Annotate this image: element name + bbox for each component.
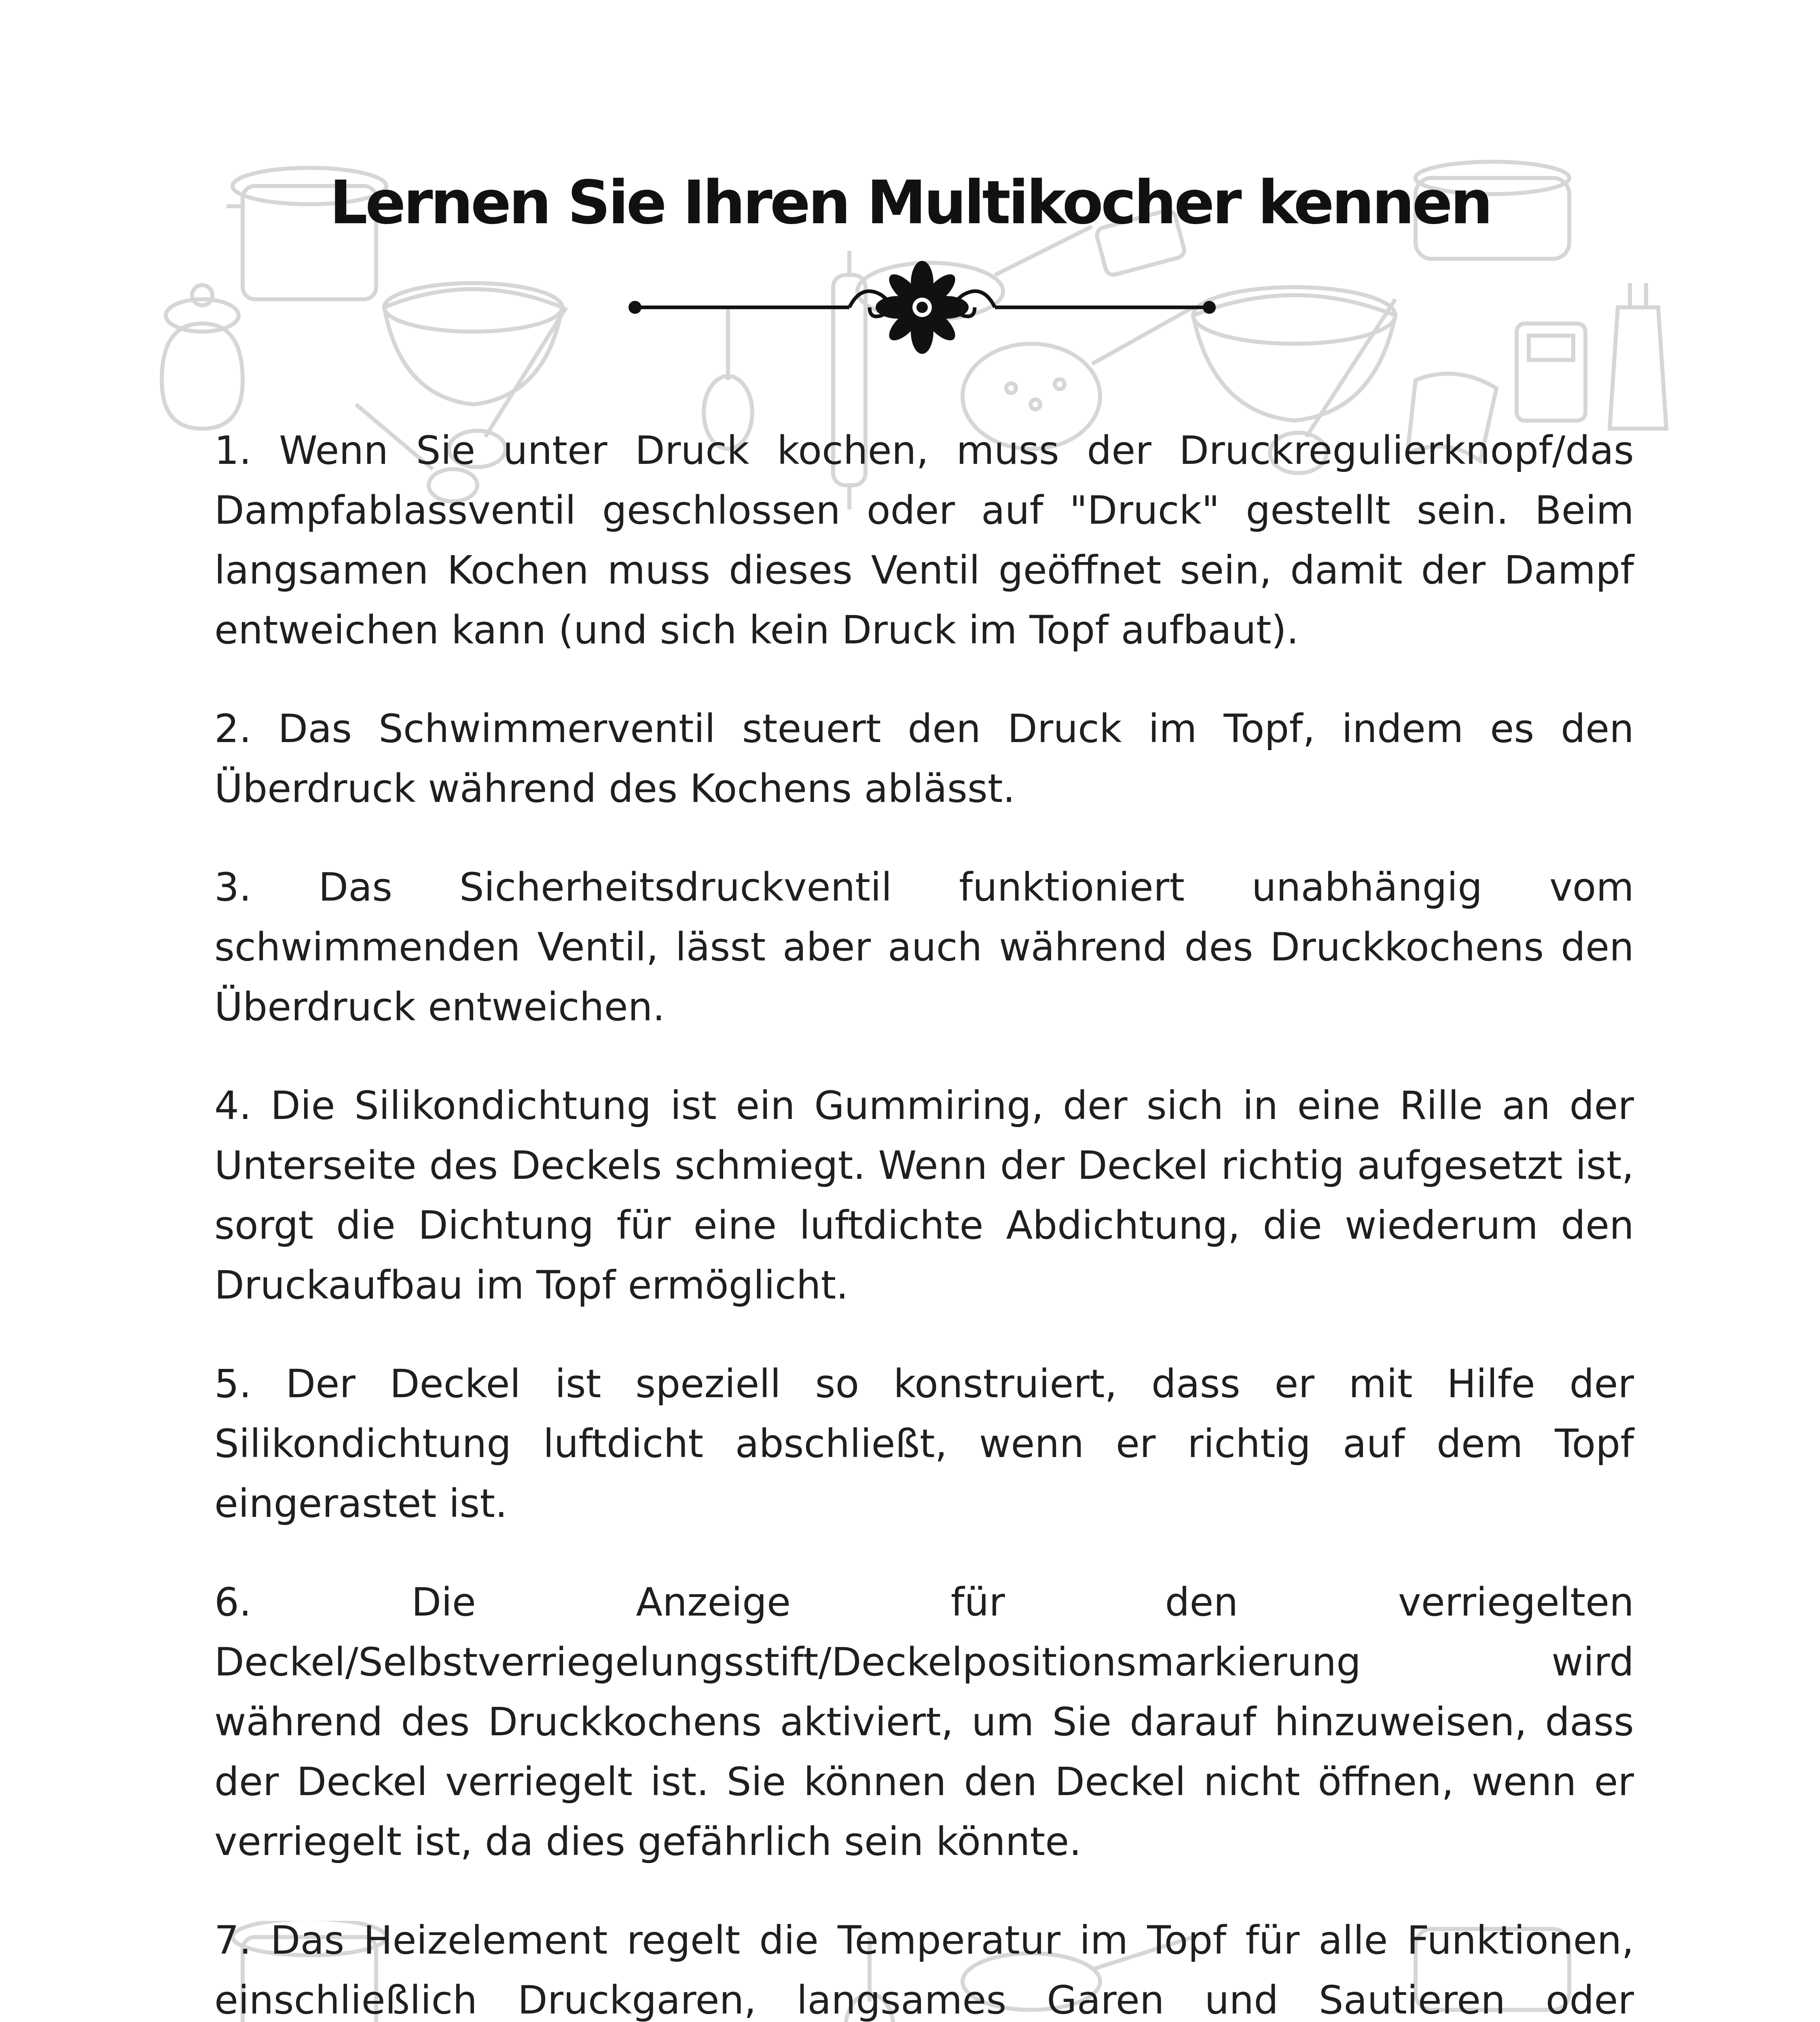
- instruction-paragraph-4: 4. Die Silikondichtung ist ein Gummiring, der sich in eine Rille an der Unterseite des Deckels schmiegt. Wenn der Deckel richtig aufgesetzt ist, sorgt die Dichtung für eine luftdichte Abdichtung, die wiederum den Druckaufbau im Topf ermöglicht.: [214, 1083, 1634, 1308]
- sugar-pot-icon: [162, 285, 243, 429]
- flower-icon: [876, 261, 969, 354]
- flourish-divider: [623, 259, 1221, 356]
- instruction-list: [214, 421, 1634, 2022]
- instruction-paragraph-1: 1. Wenn Sie unter Druck kochen, muss der Druckregulierknopf/das Dampfablassventil geschlossen oder auf "Druck" gestellt sein. Beim langsamen Kochen muss dieses Ventil geöffnet sein, damit der Dampf entweichen kann (und sich kein Druck im Topf aufbaut).: [214, 428, 1634, 653]
- instruction-paragraph-3: 3. Das Sicherheitsdruckventil funktioniert unabhängig vom schwimmenden Ventil, lässt aber auch während des Druckkochens den Überdruck entweichen.: [214, 865, 1634, 1030]
- page-title: Lernen Sie Ihren Multikocher kennen: [329, 168, 1491, 237]
- scale-icon: [1517, 324, 1585, 421]
- large-bowl-icon: [1193, 287, 1395, 421]
- instruction-paragraph-6: 6. Die Anzeige für den verriegelten Deckel/Selbstverriegelungsstift/Deckelpositionsmarkierung wird während des Druckkochens aktiviert, um Sie darauf hinzuweisen, dass der Deckel verriegelt ist. Sie können den Deckel nicht öffnen, wenn er verriegelt ist, da dies gefährlich sein könnte.: [214, 1580, 1634, 1864]
- grater-icon: [1610, 283, 1666, 429]
- bowl-icon: [384, 283, 562, 404]
- instruction-paragraph-7: 7. Das Heizelement regelt die Temperatur im Topf für alle Funktionen, einschließlich Druckgaren, langsames Garen und Sautieren oder: [214, 1918, 1634, 2022]
- instruction-paragraph-5: 5. Der Deckel ist speziell so konstruiert, dass er mit Hilfe der Silikondichtung luftdicht abschließt, wenn er richtig auf dem Topf eingerastet ist.: [214, 1361, 1634, 1526]
- instruction-paragraph-2: 2. Das Schwimmerventil steuert den Druck im Topf, indem es den Überdruck während des Kochens ablässt.: [214, 706, 1634, 811]
